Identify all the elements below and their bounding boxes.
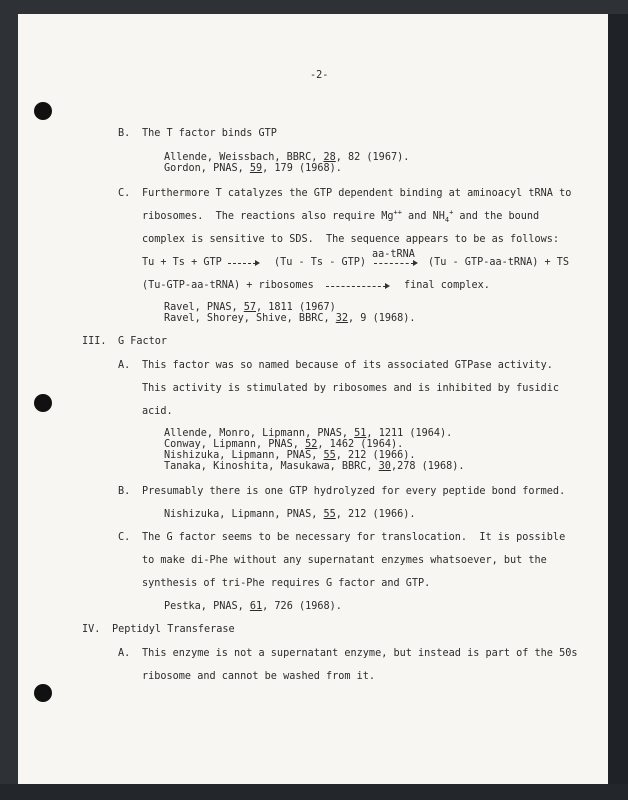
- reference: Nishizuka, Lipmann, PNAS, 55, 212 (1966).: [164, 450, 416, 461]
- reaction-term: Tu + Ts + GTP: [142, 257, 222, 268]
- paragraph-line: synthesis of tri-Phe requires G factor and GTP.: [142, 578, 431, 589]
- paragraph-line: acid.: [142, 406, 173, 417]
- reaction-arrow: [374, 263, 414, 264]
- reaction-term: (Tu-GTP-aa-tRNA) + ribosomes: [142, 280, 314, 291]
- section-marker: B.: [118, 128, 131, 139]
- punch-hole: [34, 102, 52, 120]
- reference: Ravel, PNAS, 57, 1811 (1967): [164, 302, 336, 313]
- paragraph-line: Furthermore T catalyzes the GTP dependent binding at aminoacyl tRNA to: [142, 188, 572, 199]
- paragraph-line: complex is sensitive to SDS. The sequence appears to be as follows:: [142, 234, 560, 245]
- paragraph-line: The G factor seems to be necessary for translocation. It is possible: [142, 532, 566, 543]
- paragraph-line: ribosome and cannot be washed from it.: [142, 671, 376, 682]
- section-marker: C.: [118, 188, 131, 199]
- scan-background-bottom: [0, 784, 628, 800]
- reference: Pestka, PNAS, 61, 726 (1968).: [164, 601, 342, 612]
- document-page: [18, 14, 608, 784]
- section-marker: C.: [118, 532, 131, 543]
- paragraph-line: This enzyme is not a supernatant enzyme, but instead is part of the 50s: [142, 648, 578, 659]
- reference: Allende, Monro, Lipmann, PNAS, 51, 1211 (1964).: [164, 428, 453, 439]
- paragraph-line: Presumably there is one GTP hydrolyzed for every peptide bond formed.: [142, 486, 566, 497]
- section-marker: B.: [118, 486, 131, 497]
- reaction-term: (Tu - GTP-aa-tRNA) + TS: [428, 257, 570, 268]
- reaction-arrow: [326, 286, 386, 287]
- punch-hole: [34, 394, 52, 412]
- paragraph-line: to make di-Phe without any supernatant enzymes whatsoever, but the: [142, 555, 547, 566]
- reference: Allende, Weissbach, BBRC, 28, 82 (1967).: [164, 152, 410, 163]
- section-text: The T factor binds GTP: [142, 128, 277, 139]
- punch-hole: [34, 684, 52, 702]
- section-heading: Peptidyl Transferase: [112, 624, 235, 635]
- paragraph-line: This activity is stimulated by ribosomes and is inhibited by fusidic: [142, 383, 560, 394]
- reaction-arrow-label: aa-tRNA: [372, 249, 415, 260]
- reference: Gordon, PNAS, 59, 179 (1968).: [164, 163, 342, 174]
- section-heading: G Factor: [118, 336, 168, 347]
- reference: Tanaka, Kinoshita, Masukawa, BBRC, 30,278 (1968).: [164, 461, 465, 472]
- page-number: -2-: [310, 70, 329, 81]
- reaction-term: (Tu - Ts - GTP): [274, 257, 367, 268]
- reference: Ravel, Shorey, Shive, BBRC, 32, 9 (1968).: [164, 313, 416, 324]
- reference: Conway, Lipmann, PNAS, 52, 1462 (1964).: [164, 439, 404, 450]
- reaction-term: final complex.: [404, 280, 490, 291]
- paragraph-line: This factor was so named because of its associated GTPase activity.: [142, 360, 553, 371]
- paragraph-line: ribosomes. The reactions also require Mg++ and $NH_4^+$ and the bound: [142, 208, 540, 225]
- scan-background-right: [608, 14, 628, 784]
- section-marker: A.: [118, 360, 131, 371]
- reaction-arrow: [228, 263, 256, 264]
- section-marker: A.: [118, 648, 131, 659]
- section-marker: IV.: [82, 624, 101, 635]
- reference: Nishizuka, Lipmann, PNAS, 55, 212 (1966).: [164, 509, 416, 520]
- section-marker: III.: [82, 336, 107, 347]
